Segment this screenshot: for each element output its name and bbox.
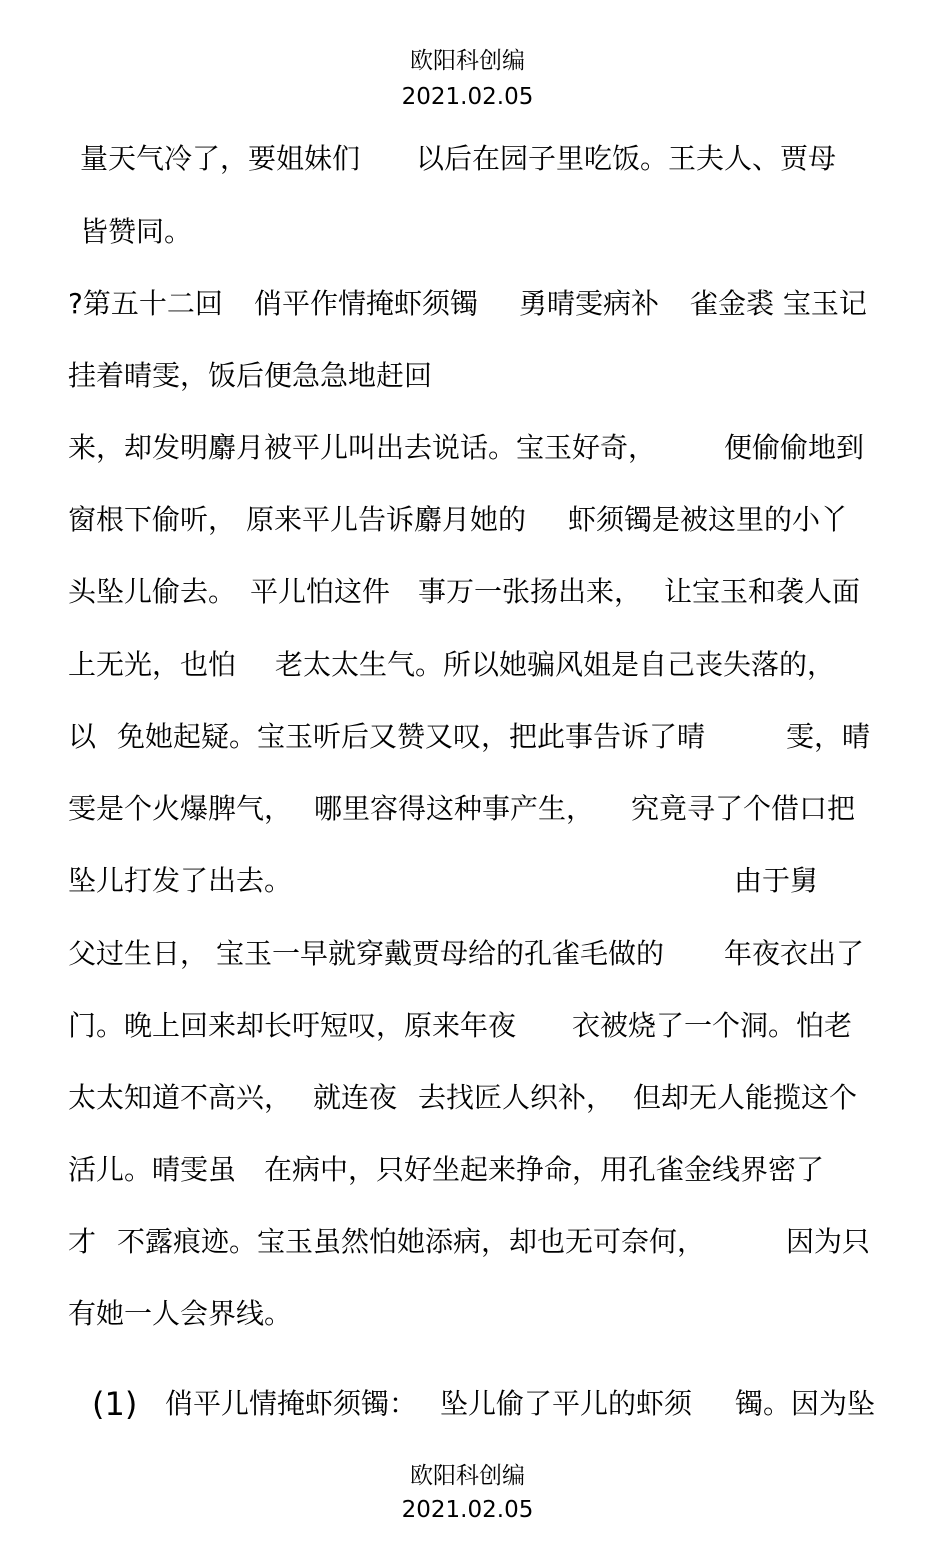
text-segment: 不露痕迹。宝玉虽然怕她添病，却也无可奈何，: [117, 1225, 706, 1258]
text-segment: 老太太生气。所以她骗风姐是自己丧失落的，: [275, 648, 836, 681]
text-segment: (1): [92, 1385, 138, 1423]
text-segment: ?第五十二回: [68, 287, 223, 320]
text-segment: 量天气冷了，要姐妹们: [80, 142, 361, 175]
text-segment: 就连夜: [313, 1081, 398, 1114]
text-segment: 事万一张扬出来，: [418, 575, 643, 608]
text-segment: 坠儿打发了出去。: [68, 864, 293, 897]
text-segment: 免她起疑。宝玉听后又赞又叹，把此事告诉了晴: [117, 720, 706, 753]
text-segment: 因为只: [786, 1225, 871, 1258]
text-segment: 宝玉一早就穿戴贾母给的孔雀毛做的: [216, 937, 665, 970]
text-segment: 哪里容得这种事产生，: [314, 792, 595, 825]
text-segment: 年夜衣出了: [724, 937, 865, 970]
text-segment: 以后在园子里吃饭。王夫人、贾母: [416, 142, 837, 175]
footer-date: 2021.02.05: [401, 1497, 534, 1523]
text-segment: 雀金裘 宝玉记: [690, 287, 867, 320]
text-segment: 活儿。晴雯虽: [68, 1153, 237, 1186]
text-segment: 才: [68, 1225, 97, 1258]
text-segment: 来，却发明麝月被平儿叫出去说话。宝玉好奇，: [68, 431, 657, 464]
text-segment: 门。晚上回来却长吁短叹，原来年夜: [68, 1009, 517, 1042]
text-segment: 平儿怕这件: [250, 575, 391, 608]
text-segment: 父过生日，: [68, 937, 209, 970]
text-segment: 虾须镯是被这里的小丫: [568, 503, 849, 536]
text-segment: 挂着晴雯，饭后便急急地赶回: [68, 359, 433, 392]
text-segment: 由于舅: [734, 864, 819, 897]
text-segment: 俏平作情掩虾须镯: [254, 287, 479, 320]
header-author: 欧阳科创编: [410, 48, 525, 74]
text-segment: 上无光，也怕: [68, 648, 237, 681]
text-segment: 俏平儿情掩虾须镯：: [165, 1387, 418, 1420]
text-segment: 究竟寻了个借口把: [631, 792, 856, 825]
text-segment: 衣被烧了一个洞。怕老: [572, 1009, 853, 1042]
header-date: 2021.02.05: [401, 84, 534, 110]
text-segment: 窗根下偷听，: [68, 503, 237, 536]
text-segment: 头坠儿偷去。: [68, 575, 237, 608]
text-segment: 但却无人能揽这个: [633, 1081, 858, 1114]
text-segment: 便偷偷地到: [724, 431, 865, 464]
text-segment: 雯是个火爆脾气，: [68, 792, 293, 825]
text-segment: 原来平儿告诉麝月她的: [246, 503, 527, 536]
text-segment: 让宝玉和袭人面: [664, 575, 861, 608]
text-segment: 有她一人会界线。: [68, 1297, 293, 1330]
text-segment: 在病中，只好坐起来挣命，用孔雀金线界密了: [264, 1153, 825, 1186]
text-segment: 镯。因为坠: [735, 1387, 876, 1420]
text-segment: 勇晴雯病补: [519, 287, 660, 320]
text-segment: 坠儿偷了平儿的虾须: [440, 1387, 693, 1420]
footer-author: 欧阳科创编: [410, 1463, 525, 1489]
text-segment: 雯，晴: [786, 720, 871, 753]
text-segment: 太太知道不高兴，: [68, 1081, 293, 1114]
text-segment: 以: [68, 720, 97, 753]
text-segment: 皆赞同。: [80, 215, 193, 248]
text-segment: 去找匠人织补，: [418, 1081, 615, 1114]
